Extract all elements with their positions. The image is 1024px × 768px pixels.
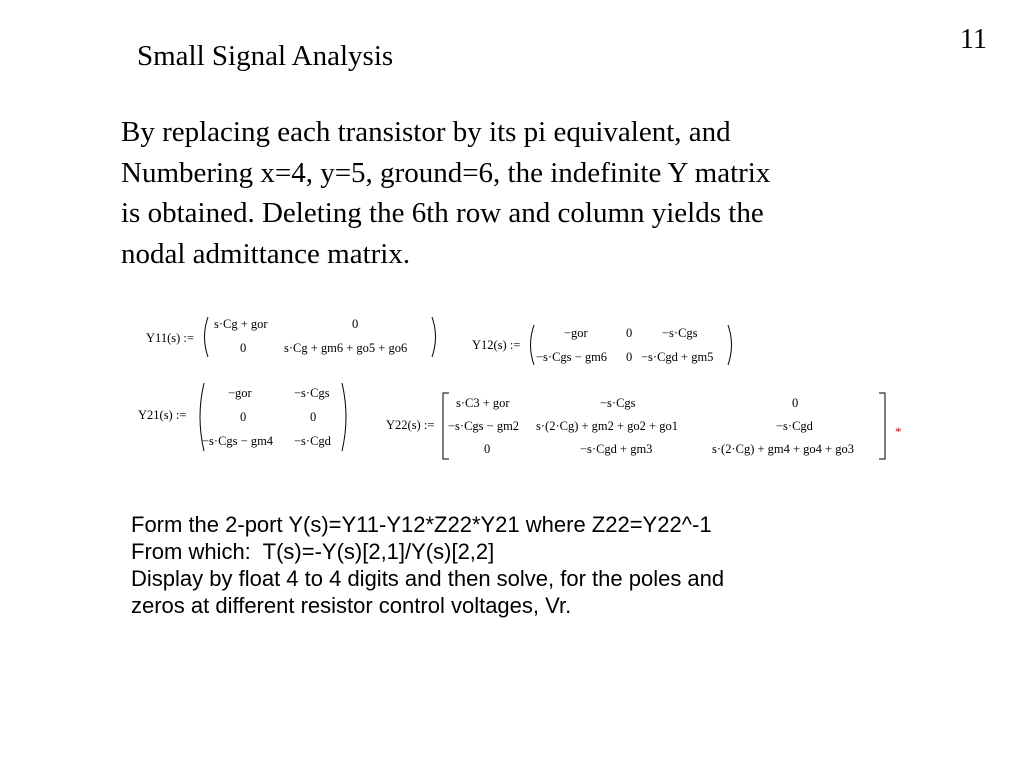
right-paren [430,316,440,358]
matrix-y12-label: Y12(s) := [472,338,521,352]
intro-paragraph [121,112,911,274]
notes-line: Form the 2-port Y(s)=Y11-Y12*Z22*Y21 where Z22=Y22^-1 [131,512,712,537]
matrix-cell: 0 [240,341,247,355]
matrix-cell: 0 [484,442,491,456]
left-paren [526,324,536,366]
notes-line: From which: T(s)=-Y(s)[2,1]/Y(s)[2,2] [131,539,495,564]
left-paren [200,316,210,358]
matrix-cell: 0 [310,410,317,424]
intro-line: is obtained. Deleting the 6th row and column yields the [121,197,764,229]
matrix-cell: s·(2·Cg) + gm4 + go4 + go3 [712,442,854,456]
right-bracket [878,392,886,460]
notes-paragraph [131,511,911,619]
matrix-cell: −s·Cgs [662,326,698,340]
matrix-cell: s·Cg + gm6 + go5 + go6 [284,341,408,355]
matrix-cell: 0 [240,410,247,424]
matrix-cell: −s·Cgd [294,434,331,448]
matrix-cell: −gor [228,386,252,400]
right-paren [340,382,350,452]
matrix-y21-label: Y21(s) := [138,408,187,422]
intro-line: Numbering x=4, y=5, ground=6, the indefinite Y matrix [121,156,771,189]
matrix-cell: 0 [626,350,633,364]
matrix-cell: 0 [792,396,799,410]
matrix-y11-label: Y11(s) := [146,331,194,345]
page-number: 11 [960,24,987,55]
matrix-y11 [146,314,446,362]
matrix-cell: −s·Cgs [294,386,330,400]
notes-line: Display by float 4 to 4 digits and then solve, for the poles and [131,566,725,591]
intro-line: nodal admittance matrix. [121,237,411,270]
matrix-cell: 0 [352,317,359,331]
matrix-cell: −s·Cgd + gm3 [580,442,653,456]
matrix-cell: 0 [626,326,633,340]
matrix-cell: −s·Cgs − gm2 [448,419,520,433]
intro-line: By replacing each transistor by its pi equivalent, and [121,116,731,148]
notes-line: zeros at different resistor control voltages, Vr. [131,593,572,618]
slide-title: Small Signal Analysis [137,40,394,72]
matrix-cell: −gor [564,326,588,340]
red-asterisk-marker: * [895,424,902,439]
matrix-y21 [138,382,358,454]
matrix-y22 [386,392,896,462]
matrix-cell: −s·Cgd + gm5 [641,350,714,364]
right-paren [726,324,736,366]
matrix-cell: s·Cg + gor [214,317,268,331]
matrix-cell: s·C3 + gor [456,396,510,410]
matrix-cell: −s·Cgd [776,419,813,433]
matrix-cell: s·(2·Cg) + gm2 + go2 + go1 [536,419,678,433]
matrix-y22-label: Y22(s) := [386,418,435,432]
matrix-cell: −s·Cgs − gm6 [536,350,608,364]
matrix-cell: −s·Cgs [600,396,636,410]
matrix-y12 [472,324,742,372]
matrix-cell: −s·Cgs − gm4 [202,434,274,448]
